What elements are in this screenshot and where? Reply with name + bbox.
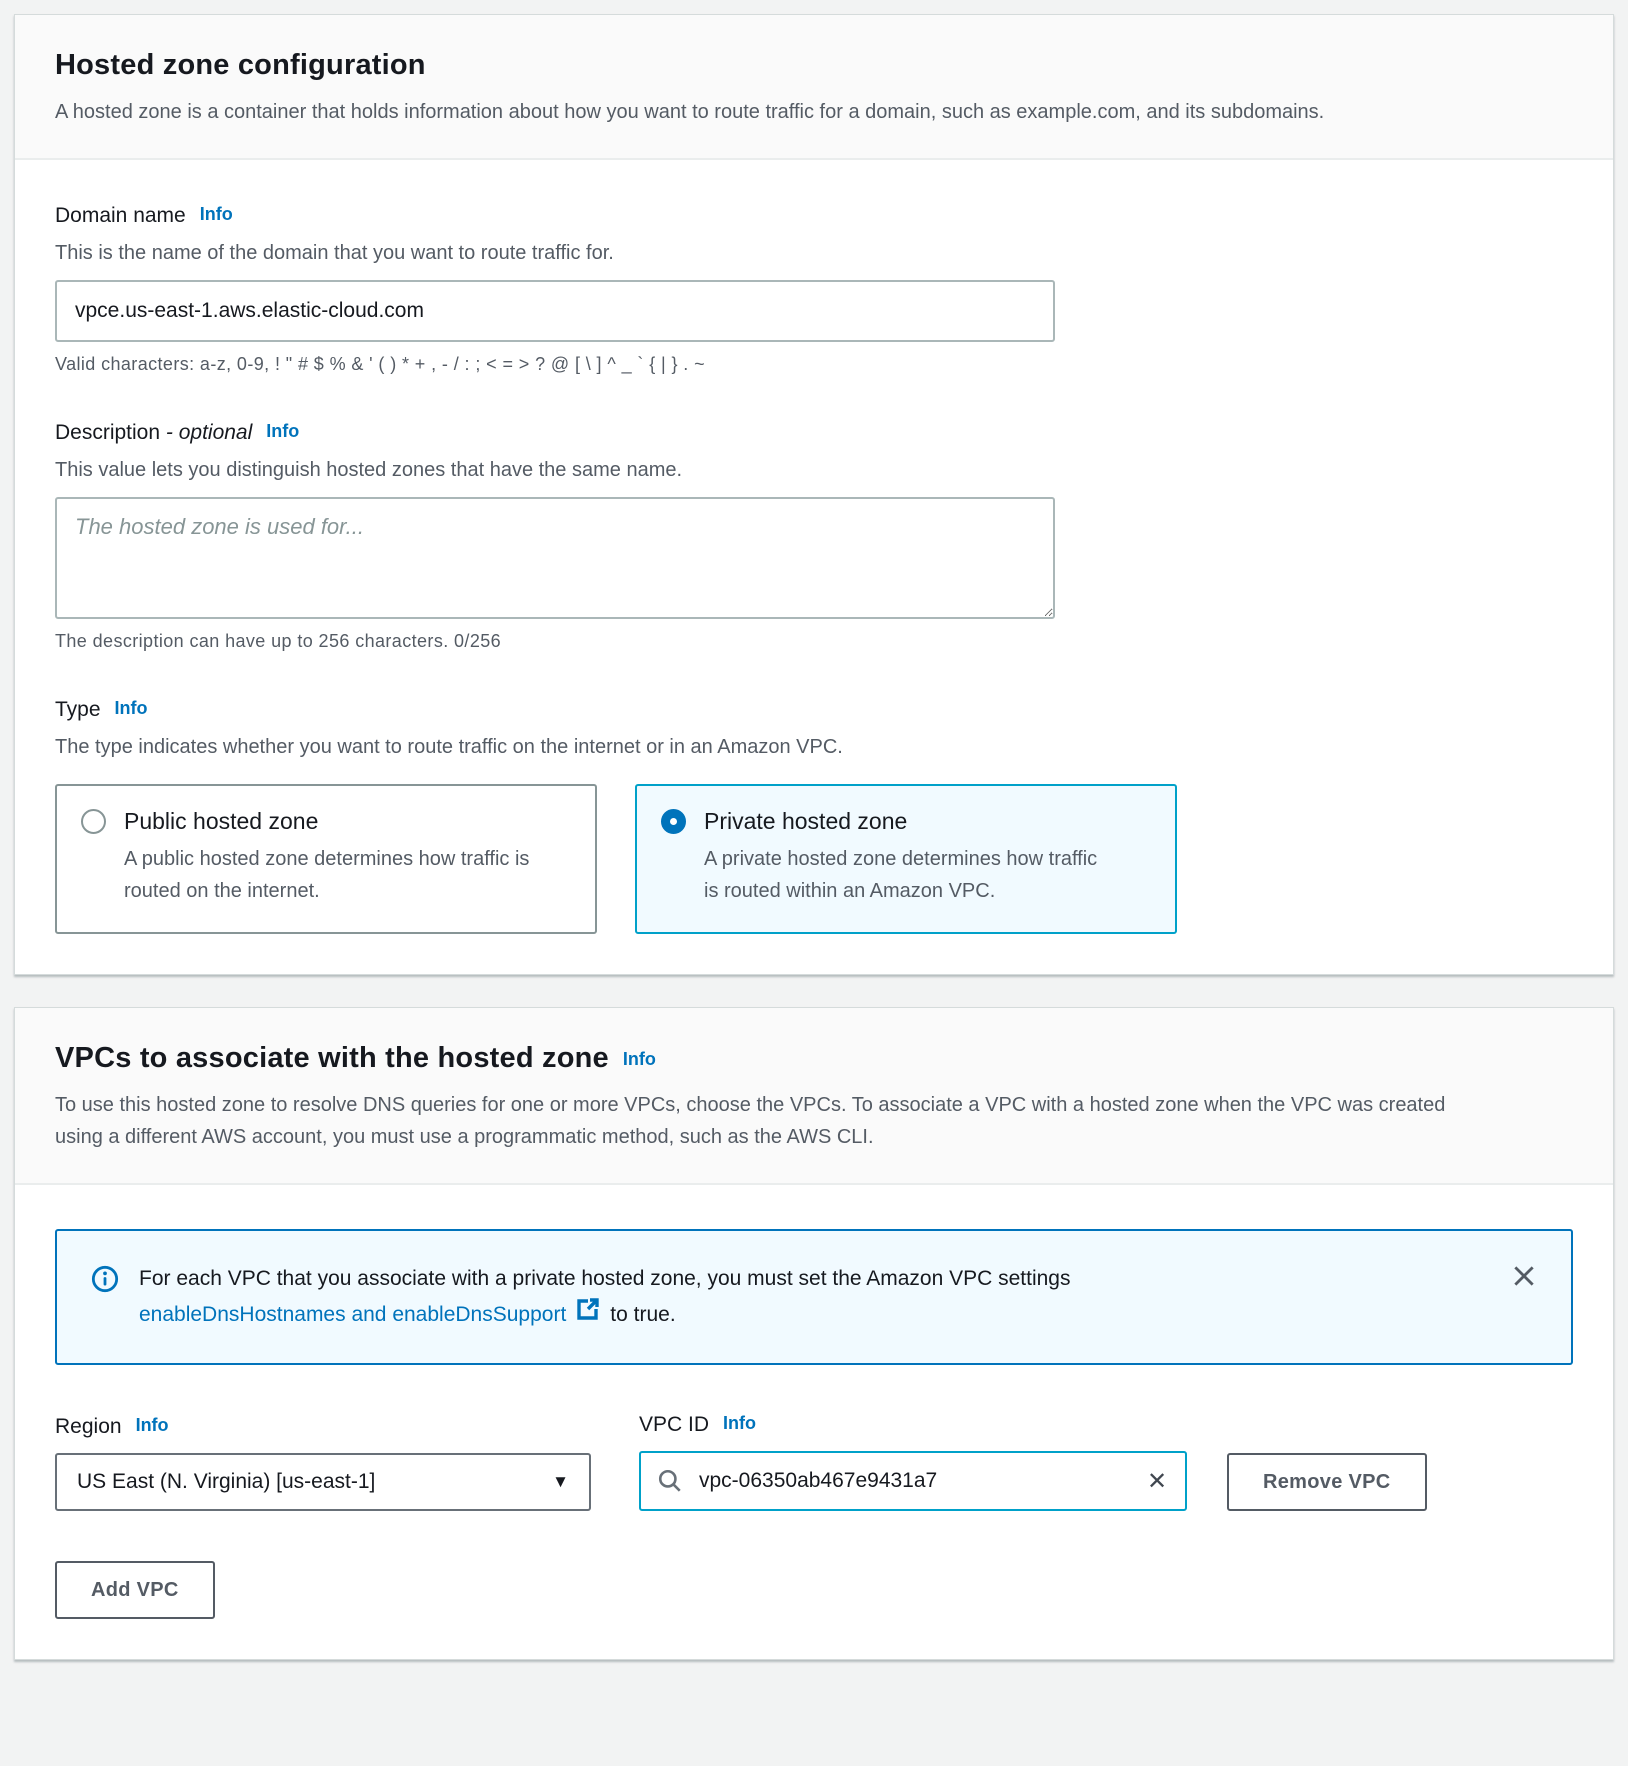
vpc-card-title: VPCs to associate with the hosted zone xyxy=(55,1042,609,1074)
vpc-id-search xyxy=(639,1451,1187,1511)
private-option-description: A private hosted zone determines how traffic is routed within an Amazon VPC. xyxy=(704,848,1098,902)
description-hint: This value lets you distinguish hosted zones that have the same name. xyxy=(55,459,683,481)
domain-name-label: Domain name xyxy=(55,204,186,227)
vpc-card-body xyxy=(15,1185,1613,1659)
domain-name-constraint: Valid characters: a-z, 0-9, ! " # $ % & ' ( ) * + , - / : ; < = > ? @ [ \ ] ^ _ ` { | } . ~ xyxy=(55,354,706,374)
vpc-id-label: VPC ID xyxy=(639,1413,710,1436)
vpc-settings-info-alert xyxy=(55,1229,1573,1365)
description-label: Description - optional xyxy=(55,421,253,444)
description-field xyxy=(55,421,1573,652)
vpc-card-description: To use this hosted zone to resolve DNS queries for one or more VPCs, choose the VPCs. To associate a VPC with a hosted zone when the VPC was created using a different AWS account, you must use a programmatic method, such as the AWS CLI. xyxy=(55,1094,1446,1148)
type-options xyxy=(55,784,1573,934)
search-icon xyxy=(657,1468,683,1499)
vpc-id-column xyxy=(639,1413,1187,1511)
private-option-title: Private hosted zone xyxy=(704,808,908,834)
alert-line-2 xyxy=(139,1297,1491,1333)
vpc-association-card xyxy=(14,1007,1614,1660)
region-select-value: US East (N. Virginia) [us-east-1] xyxy=(77,1470,376,1493)
alert-text xyxy=(139,1261,1491,1333)
private-radio-icon xyxy=(661,809,686,834)
hosted-zone-card-title: Hosted zone configuration xyxy=(55,49,426,81)
type-label: Type xyxy=(55,698,101,721)
public-hosted-zone-option[interactable] xyxy=(55,784,597,934)
enable-dns-settings-link[interactable]: enableDnsHostnames and enableDnsSupport xyxy=(139,1303,567,1326)
region-label: Region xyxy=(55,1415,122,1438)
external-link-icon xyxy=(576,1297,600,1333)
domain-name-input[interactable] xyxy=(55,280,1055,342)
region-select[interactable] xyxy=(55,1453,591,1511)
alert-close-icon[interactable] xyxy=(1511,1263,1537,1291)
vpc-card-header xyxy=(15,1008,1613,1185)
vpc-id-input[interactable] xyxy=(639,1451,1187,1511)
vpc-card-info-link[interactable]: Info xyxy=(622,1049,656,1069)
clear-vpc-id-icon[interactable]: ✕ xyxy=(1137,1461,1177,1501)
domain-name-field xyxy=(55,204,1573,375)
info-circle-icon xyxy=(91,1265,119,1298)
add-vpc-button[interactable]: Add VPC xyxy=(55,1561,215,1619)
vpc-id-info-link[interactable]: Info xyxy=(723,1413,757,1433)
description-constraint: The description can have up to 256 characters. 0/256 xyxy=(55,631,502,651)
description-info-link[interactable]: Info xyxy=(266,421,300,441)
alert-text-after-link: to true. xyxy=(610,1303,676,1326)
hosted-zone-card-header xyxy=(15,15,1613,160)
region-column xyxy=(55,1415,591,1511)
type-hint: The type indicates whether you want to route traffic on the internet or in an Amazon VPC. xyxy=(55,736,843,758)
public-option-title: Public hosted zone xyxy=(124,808,319,834)
description-optional-suffix: - optional xyxy=(165,421,253,444)
domain-name-hint: This is the name of the domain that you want to route traffic for. xyxy=(55,242,614,264)
description-textarea[interactable] xyxy=(55,497,1055,619)
remove-vpc-button[interactable]: Remove VPC xyxy=(1227,1453,1427,1511)
public-radio-icon xyxy=(81,809,106,834)
hosted-zone-configuration-card xyxy=(14,14,1614,975)
domain-name-info-link[interactable]: Info xyxy=(199,204,233,224)
region-info-link[interactable]: Info xyxy=(135,1415,169,1435)
private-hosted-zone-option[interactable] xyxy=(635,784,1177,934)
chevron-down-icon: ▼ xyxy=(552,1472,569,1491)
hosted-zone-card-body xyxy=(15,160,1613,974)
public-option-description: A public hosted zone determines how traffic is routed on the internet. xyxy=(124,848,530,902)
type-field xyxy=(55,698,1573,934)
alert-line-1: For each VPC that you associate with a private hosted zone, you must set the Amazon VPC settings xyxy=(139,1267,1071,1290)
hosted-zone-card-description: A hosted zone is a container that holds information about how you want to route traffic for a domain, such as example.com, and its subdomains. xyxy=(55,101,1325,123)
type-info-link[interactable]: Info xyxy=(114,698,148,718)
vpc-association-row xyxy=(55,1413,1573,1511)
